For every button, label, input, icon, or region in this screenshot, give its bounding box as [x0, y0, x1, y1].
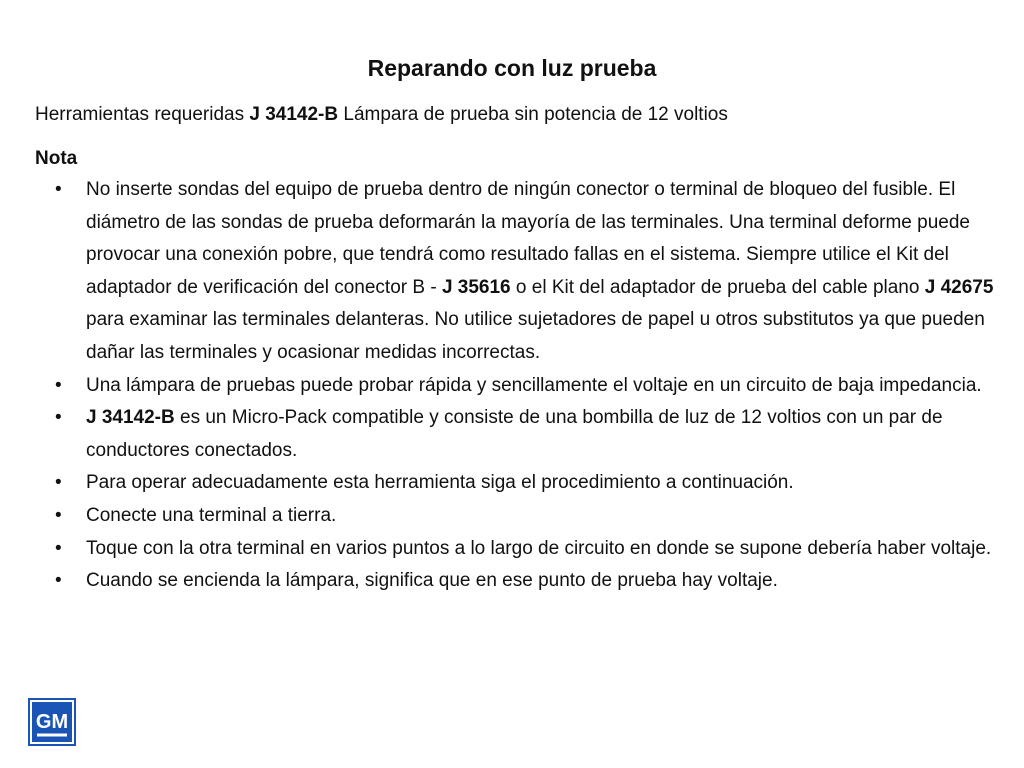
required-tools-line — [35, 100, 728, 130]
tools-prefix: Herramientas requeridas — [35, 104, 250, 125]
bullet-3-text: es un Micro-Pack compatible y consiste de una bombilla de luz de 12 voltios con un par de conductores conectados. — [86, 407, 943, 461]
bullet-2-text: Una lámpara de pruebas puede probar rápida y sencillamente el voltaje en un circuito de baja impedancia. — [86, 374, 982, 396]
tools-suffix: Lámpara de prueba sin potencia de 12 voltios — [338, 104, 728, 125]
bullet-1-code-1: J 35616 — [441, 276, 511, 298]
bullet-mark: • — [55, 570, 62, 592]
gm-logo-icon — [28, 698, 76, 746]
bullet-mark: • — [55, 179, 62, 200]
bullet-1-text-b: o el Kit del adaptador de prueba del cable plano — [510, 276, 925, 298]
bullet-mark: • — [55, 537, 62, 559]
gm-logo-text: GM — [35, 711, 69, 733]
bullet-mark: • — [55, 472, 62, 494]
tools-code: J 34142-B — [249, 104, 339, 125]
note-heading: Nota — [35, 148, 78, 169]
bullet-1-text-a: No inserte sondas del equipo de prueba dentro de ningún conector o terminal de bloqueo del fusible. El diámetro de las sondas de prueba deformarán la mayoría de las terminales. Una terminal deforme puede provocar una conexión pobre, que tendrá como resultado fallas en el sistema. Siempre utilice el Kit del adaptador de verificación del conector B - — [86, 179, 970, 298]
bullet-item-7 — [35, 565, 1010, 598]
bullet-mark: • — [55, 374, 62, 396]
bullet-item-5 — [35, 500, 1010, 533]
bullet-3-code: J 34142-B — [86, 407, 175, 429]
bullet-item-6 — [35, 533, 1010, 566]
bullet-mark: • — [55, 407, 62, 429]
bullet-5-text: Conecte una terminal a tierra. — [86, 504, 337, 526]
bullet-1-text-c: para examinar las terminales delanteras. No utilice sujetadores de papel u otros substitutos ya que pueden dañar las terminales y ocasionar medidas incorrectas. — [86, 309, 985, 363]
bullet-1-code-2: J 42675 — [924, 276, 994, 298]
bullet-item-1 — [35, 174, 1010, 370]
bullet-mark: • — [55, 504, 62, 526]
bullet-7-text: Cuando se encienda la lámpara, significa que en ese punto de prueba hay voltaje. — [86, 570, 778, 592]
bullet-item-2 — [35, 370, 1010, 403]
bullet-item-4 — [35, 467, 1010, 500]
slide-title: Reparando con luz prueba — [367, 55, 657, 81]
bullet-item-3 — [35, 402, 1010, 467]
bullet-4-text: Para operar adecuadamente esta herramienta siga el procedimiento a continuación. — [86, 472, 794, 494]
bullet-6-text: Toque con la otra terminal en varios puntos a lo largo de circuito en donde se supone debería haber voltaje. — [86, 537, 992, 559]
note-bullet-list — [35, 174, 1010, 598]
